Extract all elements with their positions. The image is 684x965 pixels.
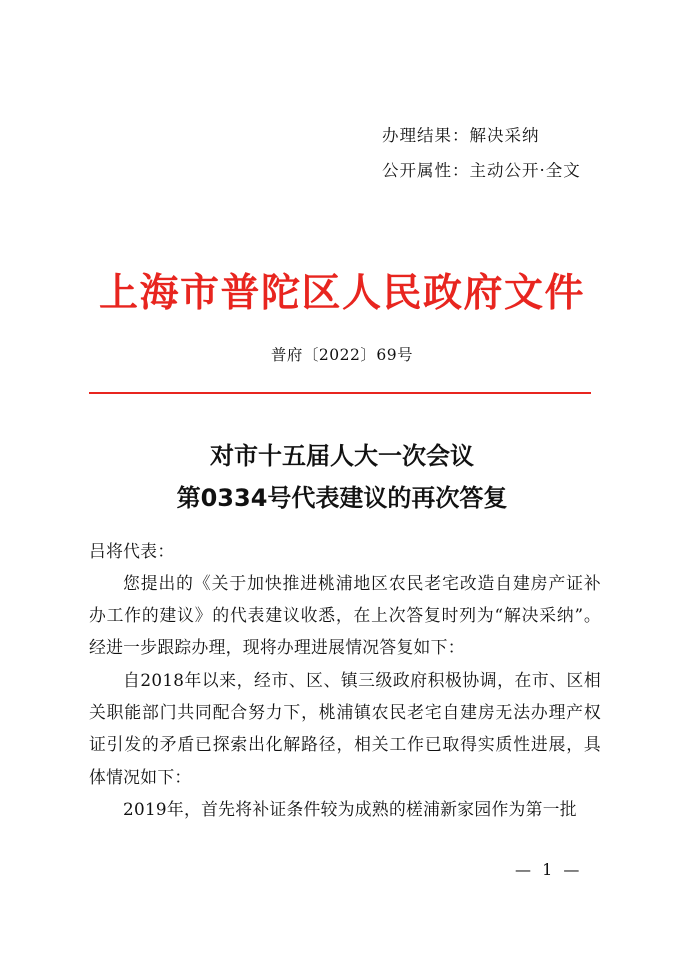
document-title-line-1: 对市十五届人大一次会议 [210,442,474,470]
publicity-attribute: 公开属性：主动公开·全文 [382,161,581,180]
salutation: 吕将代表： [89,541,175,561]
document-number: 普府〔2022〕69号 [270,346,414,364]
body-paragraph-2: 自2018年以来，经市、区、镇三级政府积极协调，在市、区相关职能部门共同配合努力下，桃浦镇农民老宅自建房无法办理产权证引发的矛盾已探索出化解路径，相关工作已取得实质性进展，具体情况如下： [89,670,601,787]
document-title-line-2: 第0334号代表建议的再次答复 [176,484,508,512]
body-paragraph-3: 2019年，首先将补证条件较为成熟的槎浦新家园作为第一批 [123,799,577,819]
red-divider-line [89,392,591,394]
issuer-title: 上海市普陀区人民政府文件 [98,270,585,316]
handling-result: 办理结果：解决采纳 [382,126,540,145]
body-paragraph-1: 您提出的《关于加快推进桃浦地区农民老宅改造自建房产证补办工作的建议》的代表建议收悉，在上次答复时列为“解决采纳”。经进一步跟踪办理，现将办理进展情况答复如下： [89,573,601,658]
page-number: — 1 — [515,860,583,879]
